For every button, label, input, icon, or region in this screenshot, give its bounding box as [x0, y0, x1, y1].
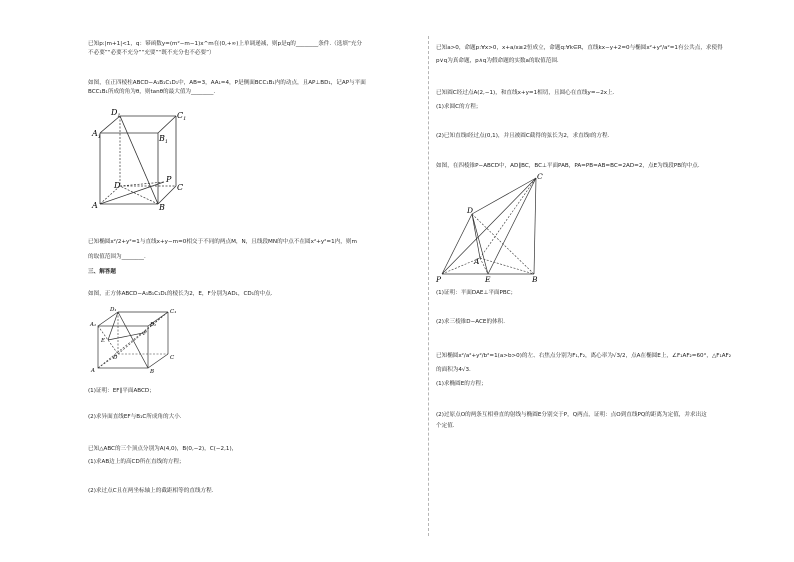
label-D: D: [467, 206, 474, 215]
label-C: C: [170, 355, 175, 361]
label-E: E: [485, 275, 491, 284]
label-F: F: [143, 331, 147, 337]
section-title: 三、解答题: [88, 269, 116, 275]
column-divider: [428, 36, 429, 536]
label-B: B: [150, 369, 155, 375]
q21-part2-line2: 个定值.: [436, 423, 455, 429]
label-E: E: [101, 338, 106, 344]
q21-line1: 已知椭圆x²/a²+y²/b²=1(a>b>0)的左、右焦点分别为F₁,F₂，离心率为√3/2，点A在椭圆E上，∠F₁AF₂=60°，△F₁AF₂: [436, 353, 732, 359]
q20-part1: (1)证明：平面DAE⊥平面PBC；: [436, 290, 517, 296]
label-D: D: [114, 181, 121, 190]
q17-part2: (2)求过点C且在两坐标轴上的截距相等的直线方程.: [88, 488, 214, 494]
q16-part2: (2)求异面直线EF与B₁C所成角的大小.: [88, 414, 182, 420]
label-A1: $A_1$: [92, 129, 101, 140]
label-B: B: [532, 275, 538, 284]
label-C1: $C_1$: [177, 111, 187, 122]
label-D: D: [113, 355, 118, 361]
q13-line1: 已知p:|m+1|<1，q：幂函数y=(m²−m−1)x^m在(0,+∞)上单调递减，则p是q的________条件.（选填“充分: [88, 41, 363, 47]
label-C: C: [537, 172, 543, 181]
q19-intro: 已知圆C经过点A(2,−1)，和直线x+y=1相切，且圆心在直线y=−2x上.: [436, 90, 615, 96]
q16-part1: (1)证明：EF∥平面ABCD；: [88, 388, 155, 394]
label-A: A: [474, 257, 480, 266]
label-P: P: [436, 275, 442, 284]
q17-intro: 已知△ABC的三个顶点分别为A(4,0)，B(0,−2)，C(−2,1)，: [88, 446, 238, 452]
cube-figure: [88, 304, 178, 376]
label-D1: $D_1$: [111, 108, 121, 119]
label-A: A: [92, 201, 98, 210]
label-A: A: [91, 368, 95, 374]
label-A1: A₁: [90, 322, 97, 328]
q20-intro: 如图，在四棱锥P−ABCD中，AD∥BC，BC⊥平面PAB，PA=PB=AB=BC=2AD=2，点E为线段PB的中点.: [436, 163, 700, 169]
label-D1: D₁: [110, 307, 117, 313]
q16-intro: 如图，正方体ABCD−A₁B₁C₁D₁的棱长为2，E，F分别为AD₁，CD₁的中点.: [88, 291, 273, 297]
q14-line2: BCC₁B₁所成的角为θ，则tanθ的最大值为________.: [88, 89, 216, 95]
q18-line2: p∨q为真命题，p∧q为假命题的实数a的取值范围.: [436, 58, 559, 64]
q15-line1: 已知椭圆x²/2+y²=1与直线x+y−m=0相交于不同的两点M，N，且线段MN的中点不在圆x²+y²=1内，则m: [88, 239, 357, 245]
prism-figure: [88, 100, 188, 212]
pyramid-figure: [436, 170, 551, 284]
label-C1: C₁: [170, 309, 177, 315]
q21-part1: (1)求椭圆E的方程；: [436, 381, 487, 387]
q13-line2: 不必要”“必要不充分”“充要”“既不充分也不必要”）: [88, 50, 215, 56]
label-B1: B₁: [150, 322, 157, 328]
q19-part2: (2)已知直线l经过点(0,1)，并且被圆C截得的弦长为2，求直线l的方程.: [436, 133, 610, 139]
q21-part2-line1: (2)过原点O的两条互相垂直的射线与椭圆E分别交于P，Q两点，证明：点O到直线PQ的距离为定值，并求出这: [436, 412, 707, 418]
q18-line1: 已知a>0，命题p:∀x>0，x+a/x≥2恒成立，命题q:∀k∈R，直线kx−y+2=0与椭圆x²+y²/a²=1有公共点，求使得: [436, 45, 723, 51]
label-C: C: [177, 183, 184, 192]
label-P: P: [166, 175, 172, 184]
q14-line1: 如图，在正四棱柱ABCD−A₁B₁C₁D₁中，AB=3，AA₁=4，P是侧面BCC₁B₁内的动点，且AP⊥BD₁，记AP与平面: [88, 80, 366, 86]
q17-part1: (1)求AB边上的高CD所在直线的方程；: [88, 459, 185, 465]
q20-part2: (2)求三棱锥D−ACE的体积.: [436, 319, 506, 325]
label-B1: $B_1$: [159, 134, 169, 145]
q21-line2: 的面积为4√3.: [436, 367, 471, 373]
q19-part1: (1)求圆C的方程；: [436, 104, 482, 110]
label-B: B: [159, 203, 165, 212]
q15-line2: 的取值范围为________.: [88, 254, 146, 260]
